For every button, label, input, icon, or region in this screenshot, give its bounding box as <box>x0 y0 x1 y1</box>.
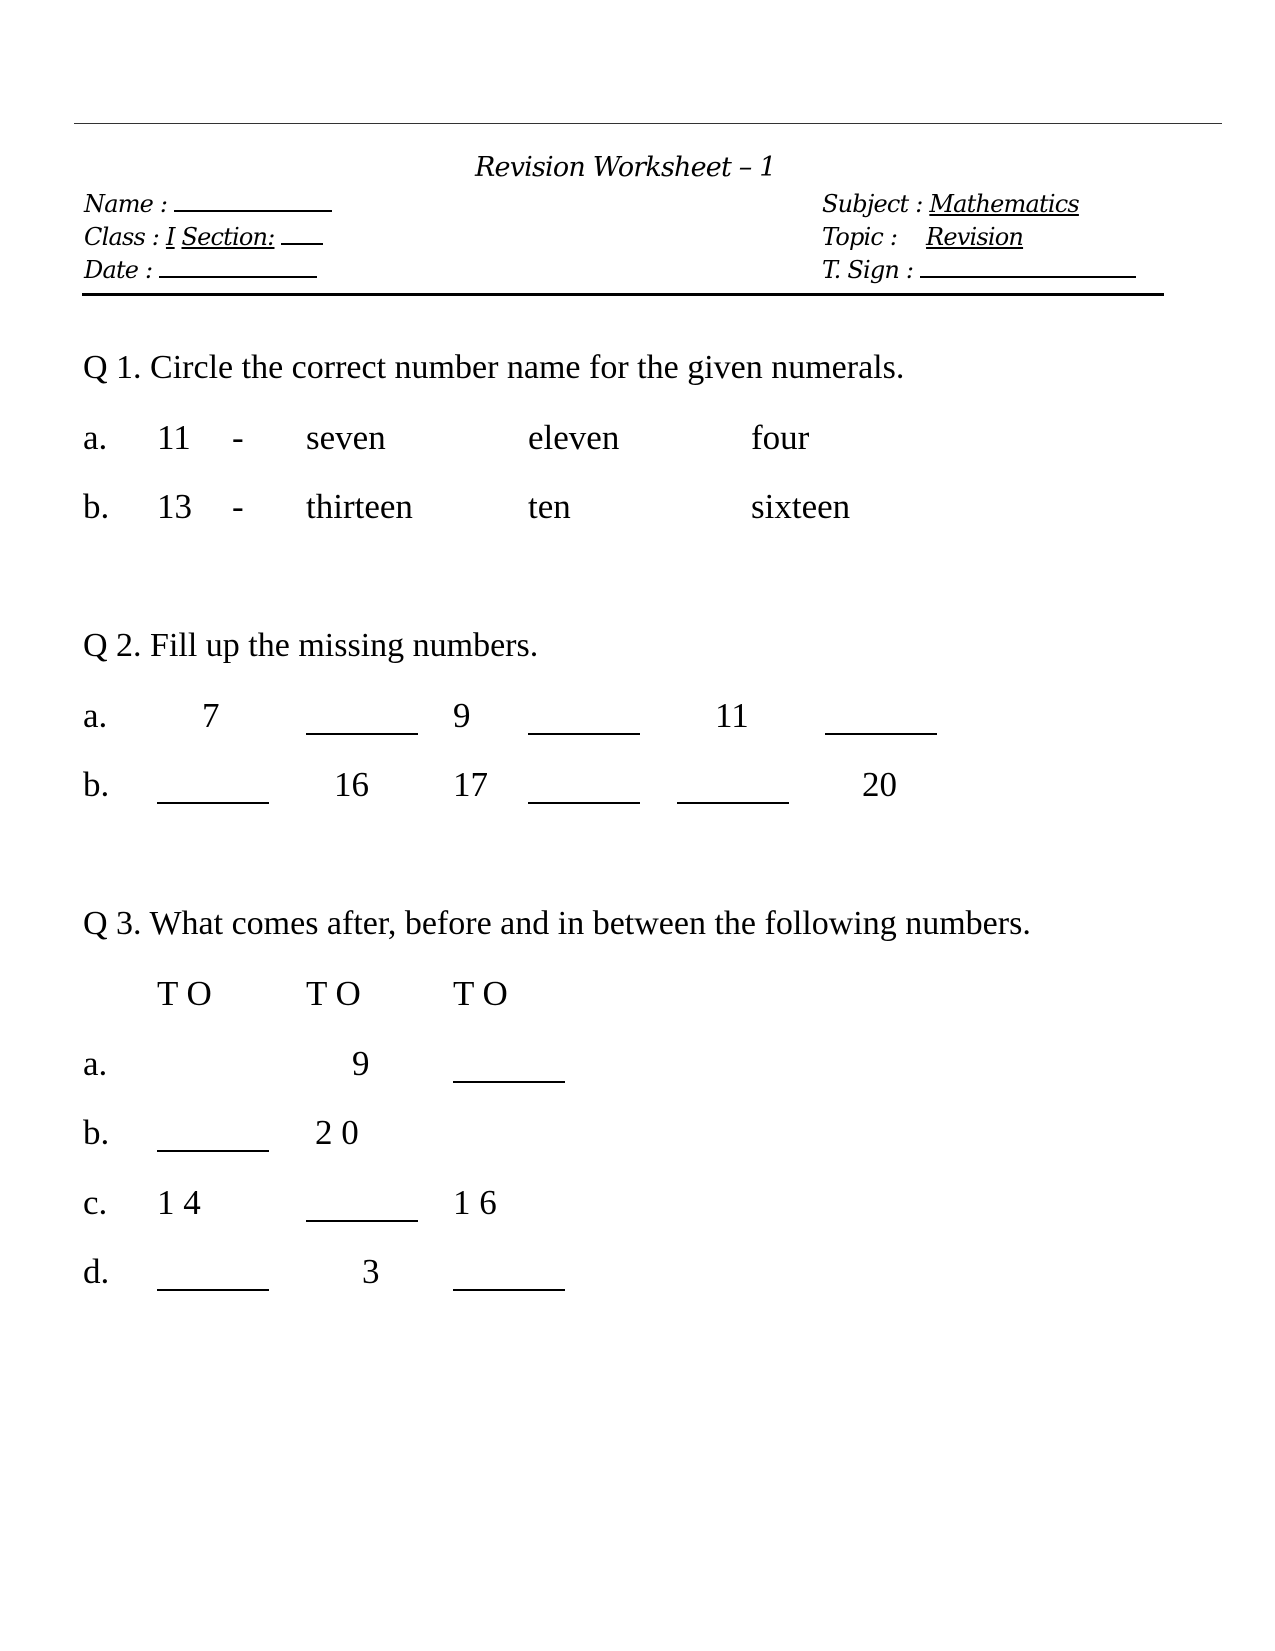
q2-question: Q 2. Fill up the missing numbers. <box>83 627 539 664</box>
header-divider <box>82 293 1164 296</box>
name-field-row <box>84 190 332 218</box>
q3-column-header-2: T O <box>306 974 361 1013</box>
q1-row-b-option-3[interactable]: sixteen <box>751 487 851 526</box>
sign-blank[interactable] <box>920 276 1136 278</box>
section-label: Section: <box>181 223 275 251</box>
q1-row-a-option-1[interactable]: seven <box>306 418 386 457</box>
subject-label: Subject : <box>822 190 923 218</box>
section-blank[interactable] <box>281 243 323 245</box>
q3-row-c-value-2: 1 6 <box>453 1183 497 1222</box>
q1-row-b-option-1[interactable]: thirteen <box>306 487 413 526</box>
q2-row-a-number-3: 11 <box>715 696 749 735</box>
q3-column-header-1: T O <box>157 974 212 1013</box>
q3-row-d-value: 3 <box>362 1252 380 1291</box>
q3-row-d-blank-2[interactable] <box>453 1289 565 1291</box>
q1-row-b-numeral: 13 <box>157 487 192 526</box>
sign-field-row <box>822 256 1136 284</box>
q1-row-a-option-3[interactable]: four <box>751 418 810 457</box>
q1-row-a-numeral: 11 <box>157 418 191 457</box>
q2-row-b-number-2: 17 <box>453 765 488 804</box>
subject-value: Mathematics <box>929 190 1079 218</box>
name-blank[interactable] <box>174 210 332 212</box>
class-label: Class : <box>84 223 160 251</box>
q2-row-b-label: b. <box>83 765 110 804</box>
q3-row-a-label: a. <box>83 1044 108 1083</box>
q3-row-d-blank-1[interactable] <box>157 1289 269 1291</box>
date-blank[interactable] <box>159 276 317 278</box>
date-label: Date : <box>84 256 153 284</box>
top-divider <box>74 123 1222 124</box>
q1-row-b-option-2[interactable]: ten <box>528 487 571 526</box>
q1-row-b-label: b. <box>83 487 110 526</box>
q3-row-a-blank[interactable] <box>453 1081 565 1083</box>
q2-row-b-number-1: 16 <box>334 765 369 804</box>
q3-row-d-label: d. <box>83 1252 110 1291</box>
worksheet-title: Revision Worksheet – 1 <box>475 152 776 183</box>
q3-question: Q 3. What comes after, before and in between the following numbers. <box>83 905 1031 942</box>
topic-value: Revision <box>926 223 1024 251</box>
q2-row-b-blank-3[interactable] <box>677 802 789 804</box>
name-label: Name : <box>84 190 168 218</box>
q2-row-a-blank-2[interactable] <box>528 733 640 735</box>
q2-row-a-number-2: 9 <box>453 696 471 735</box>
q2-row-a-label: a. <box>83 696 108 735</box>
q2-row-b-blank-1[interactable] <box>157 802 269 804</box>
q2-row-a-number-1: 7 <box>202 696 220 735</box>
q3-row-b-label: b. <box>83 1113 110 1152</box>
q1-row-a-dash: - <box>232 418 244 457</box>
q3-row-b-value: 2 0 <box>315 1113 359 1152</box>
class-value: I <box>165 223 175 251</box>
topic-label: Topic : <box>822 223 898 251</box>
q3-row-c-value-1: 1 4 <box>157 1183 201 1222</box>
q3-row-a-value: 9 <box>352 1044 370 1083</box>
q2-row-a-blank-3[interactable] <box>825 733 937 735</box>
sign-label: T. Sign : <box>822 256 914 284</box>
q2-row-b-blank-2[interactable] <box>528 802 640 804</box>
q3-row-b-blank[interactable] <box>157 1150 269 1152</box>
subject-field-row <box>822 190 1079 218</box>
q1-row-a-label: a. <box>83 418 108 457</box>
q2-row-b-number-3: 20 <box>862 765 897 804</box>
q3-row-c-blank[interactable] <box>306 1220 418 1222</box>
q3-column-header-3: T O <box>453 974 508 1013</box>
topic-field-row <box>822 223 1023 251</box>
q3-row-c-label: c. <box>83 1183 108 1222</box>
date-field-row <box>84 256 317 284</box>
q1-row-a-option-2[interactable]: eleven <box>528 418 620 457</box>
q1-row-b-dash: - <box>232 487 244 526</box>
q1-question: Q 1. Circle the correct number name for the given numerals. <box>83 349 905 386</box>
class-field-row <box>84 223 323 251</box>
q2-row-a-blank-1[interactable] <box>306 733 418 735</box>
